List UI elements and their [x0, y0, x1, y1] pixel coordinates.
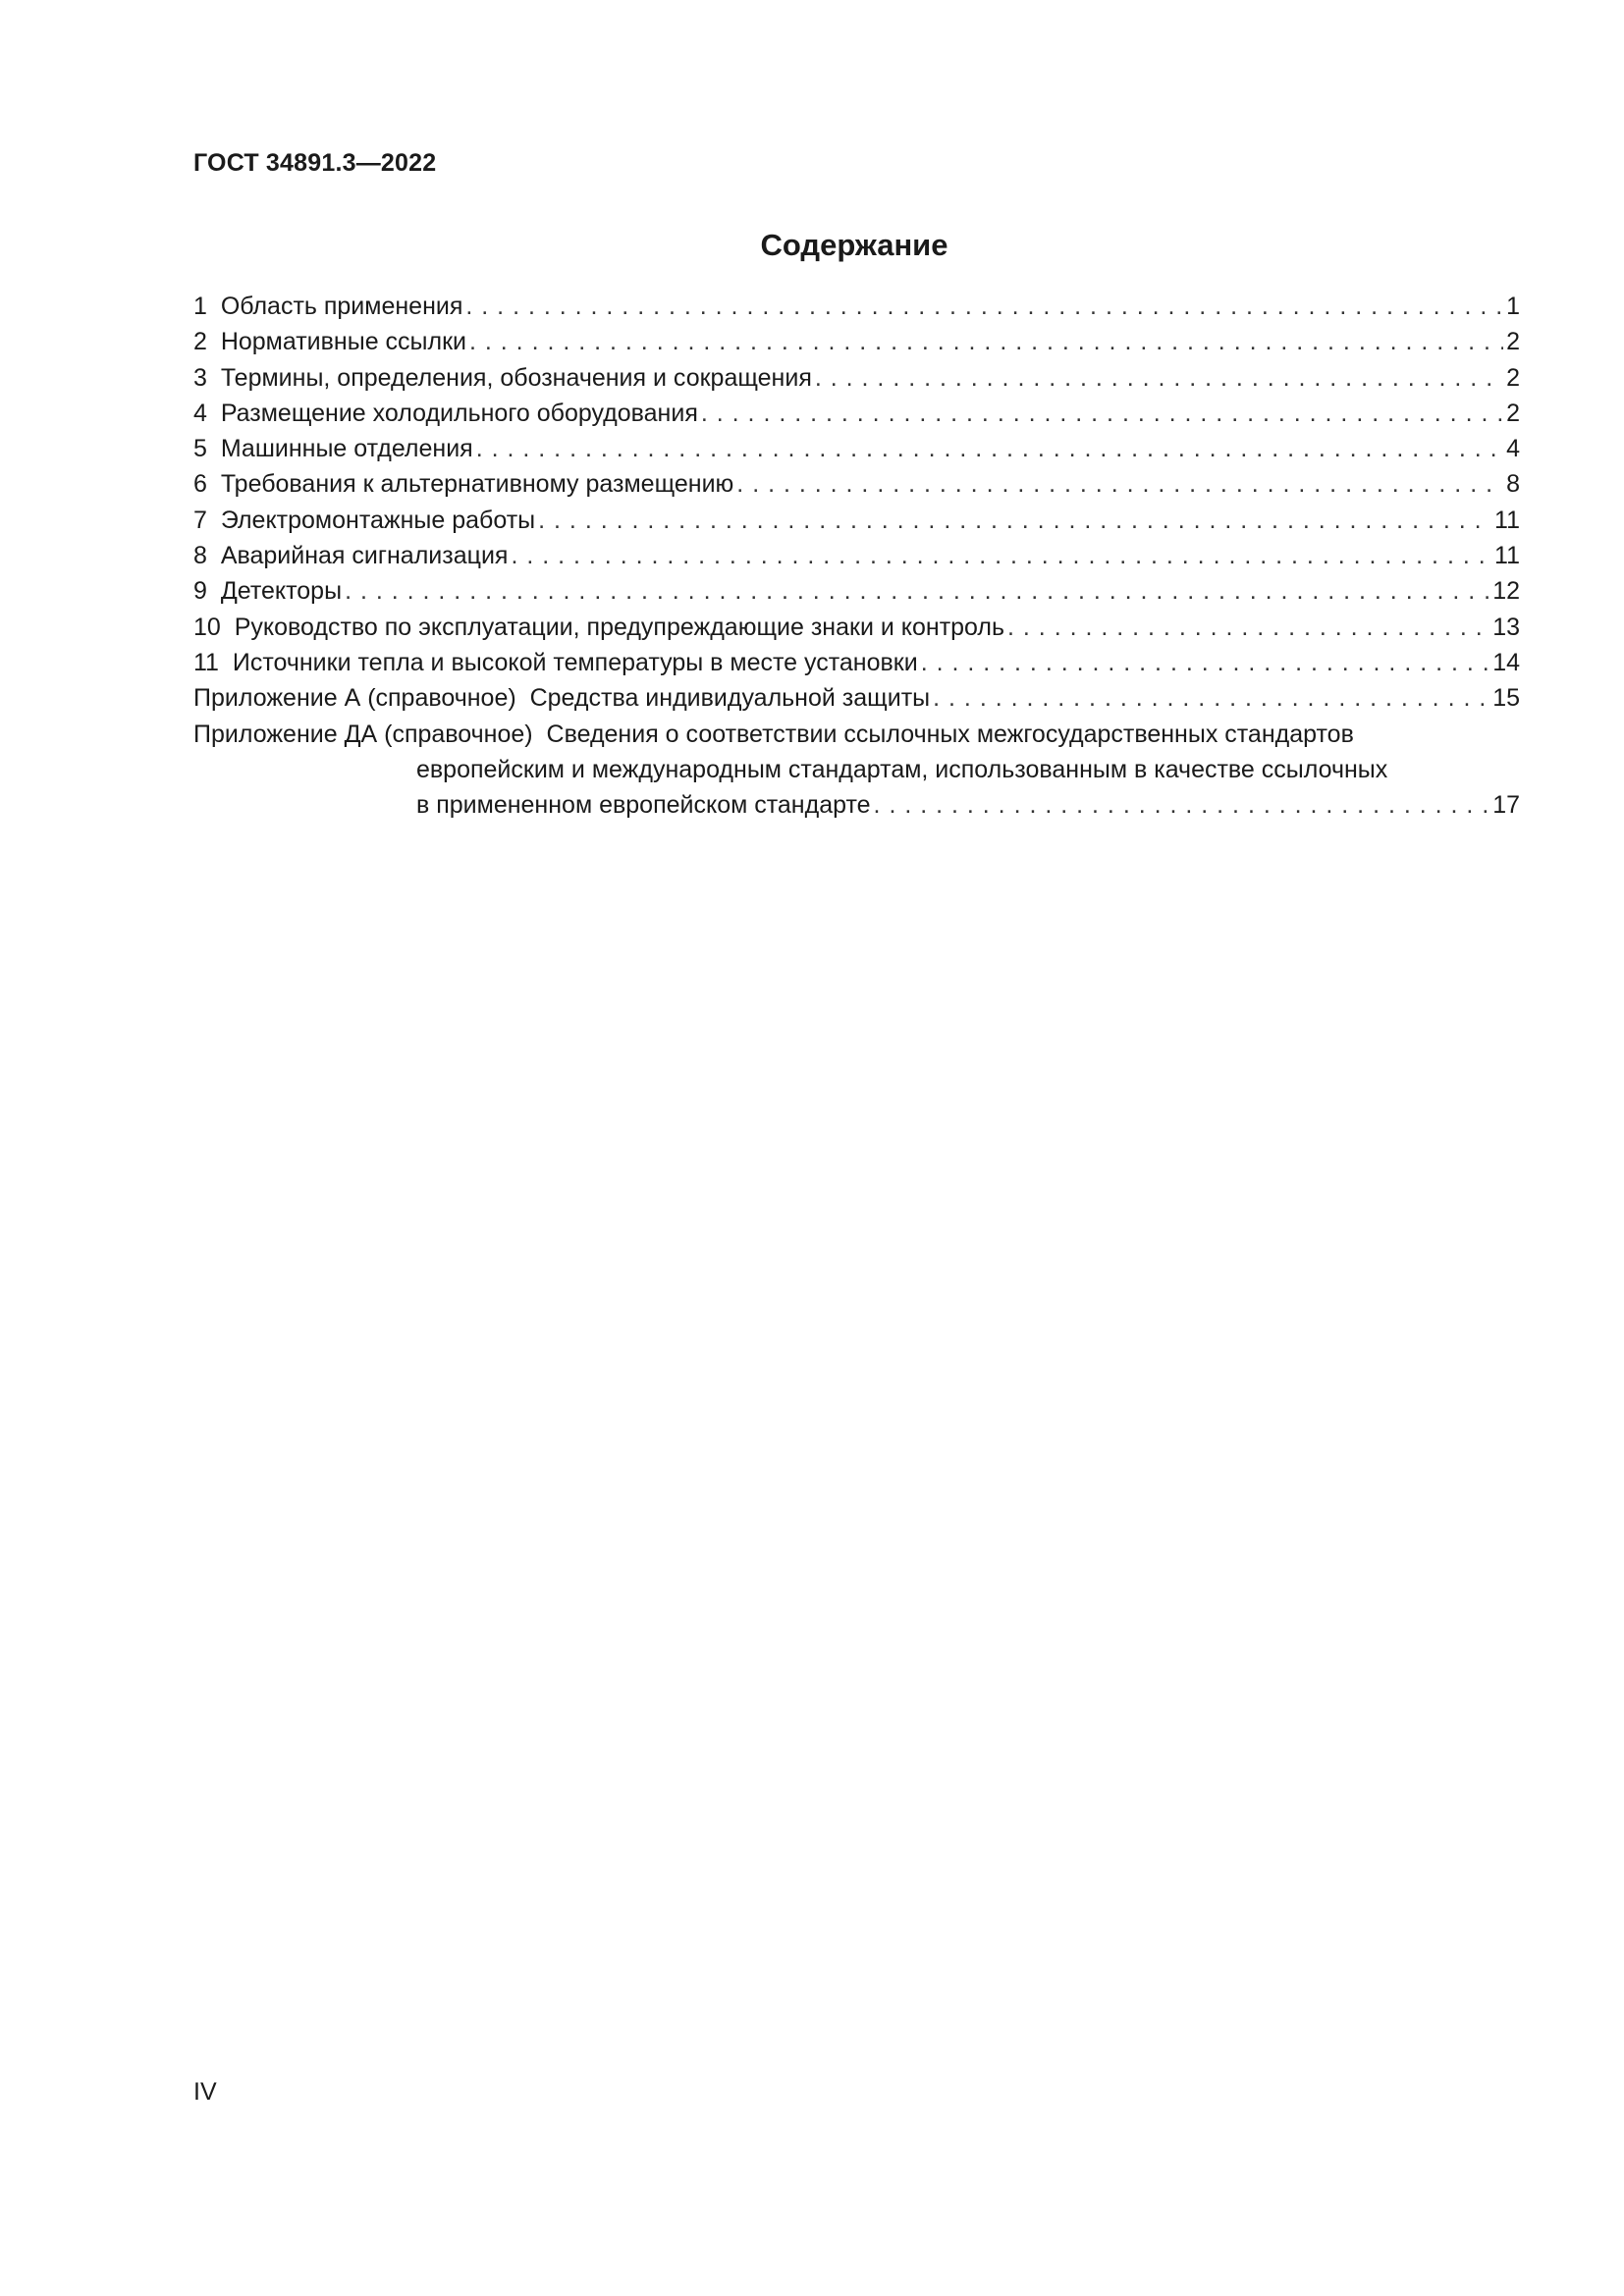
appendix-label: Приложение А (справочное) [193, 684, 516, 713]
toc-entry-page: 15 [1492, 684, 1520, 713]
toc-entry-page: 8 [1506, 470, 1520, 499]
toc-leader-dots [933, 680, 1489, 716]
toc-entry-page: 13 [1492, 613, 1520, 641]
toc-entry-page: 17 [1492, 791, 1520, 820]
toc-entry[interactable] [193, 645, 1520, 680]
toc-entry[interactable] [193, 466, 1520, 502]
toc-entry-label: 5 Машинные отделения [193, 435, 473, 463]
appendix-title: Средства индивидуальной защиты [529, 684, 931, 713]
toc-entry-label: 7 Электромонтажные работы [193, 506, 536, 534]
toc-entry-label: 3 Термины, определения, обозначения и сокращения [193, 363, 812, 392]
toc-leader-dots [469, 324, 1503, 359]
toc-entry-label: 2 Нормативные ссылки [193, 328, 466, 356]
toc-entry[interactable] [193, 324, 1520, 359]
toc-entry-label: 4 Размещение холодильного оборудования [193, 399, 698, 427]
toc-appendix-a[interactable] [193, 680, 1520, 716]
toc-entry-label: 6 Требования к альтернативному размещению [193, 470, 734, 499]
toc-entry-page: 12 [1492, 577, 1520, 606]
toc-entry[interactable] [193, 503, 1520, 538]
toc-entry[interactable] [193, 360, 1520, 396]
toc-entry-page: 2 [1506, 328, 1520, 356]
toc-entry[interactable] [193, 538, 1520, 573]
toc-entry-page: 11 [1494, 506, 1520, 534]
toc-leader-dots [476, 431, 1503, 466]
toc-leader-dots [815, 360, 1503, 396]
page-number: IV [193, 2078, 217, 2106]
toc-leader-dots [538, 503, 1491, 538]
document-code: ГОСТ 34891.3—2022 [193, 149, 437, 177]
toc-entry-page: 4 [1506, 435, 1520, 463]
toc-entry-label: 1 Область применения [193, 293, 463, 320]
toc-leader-dots [511, 538, 1491, 573]
toc-title: Содержание [760, 228, 948, 262]
toc-entry[interactable] [193, 289, 1520, 324]
toc-leader-dots [921, 645, 1490, 680]
toc-entry[interactable] [193, 610, 1520, 645]
toc-leader-dots [701, 396, 1503, 431]
toc-entry-label: 10 Руководство по эксплуатации, предупреждающие знаки и контроль [193, 613, 1005, 641]
toc-entry-label [193, 680, 930, 716]
toc-entry-page: 2 [1506, 363, 1520, 392]
toc-leader-dots [465, 289, 1503, 324]
toc-entry-page: 2 [1506, 399, 1520, 427]
toc-entry[interactable] [193, 573, 1520, 609]
toc-leader-dots [1007, 610, 1489, 645]
table-of-contents [193, 289, 1520, 823]
toc-appendix-da[interactable] [193, 717, 1520, 824]
appendix-label: Приложение ДА (справочное) [193, 720, 533, 748]
appendix-da-line-1 [193, 717, 1520, 752]
toc-entry[interactable] [193, 431, 1520, 466]
appendix-title: в примененном европейском стандарте [416, 791, 871, 820]
toc-entry-page: 11 [1494, 542, 1520, 570]
toc-entry-label: 9 Детекторы [193, 577, 343, 606]
appendix-title: Сведения о соответствии ссылочных межгосударственных стандартов [546, 720, 1354, 748]
toc-entry[interactable] [193, 396, 1520, 431]
toc-entry-label: 11 Источники тепла и высокой температуры в месте установки [193, 648, 918, 676]
toc-leader-dots [345, 573, 1489, 609]
toc-entry-page: 1 [1506, 293, 1520, 320]
toc-entry-page: 14 [1492, 648, 1520, 676]
toc-leader-dots [736, 466, 1503, 502]
toc-entry-label: 8 Аварийная сигнализация [193, 542, 509, 570]
appendix-da-line-2: европейским и международным стандартам, использованным в качестве ссылочных [416, 755, 1388, 783]
appendix-da-line-3 [193, 787, 1520, 823]
toc-leader-dots [874, 787, 1490, 823]
